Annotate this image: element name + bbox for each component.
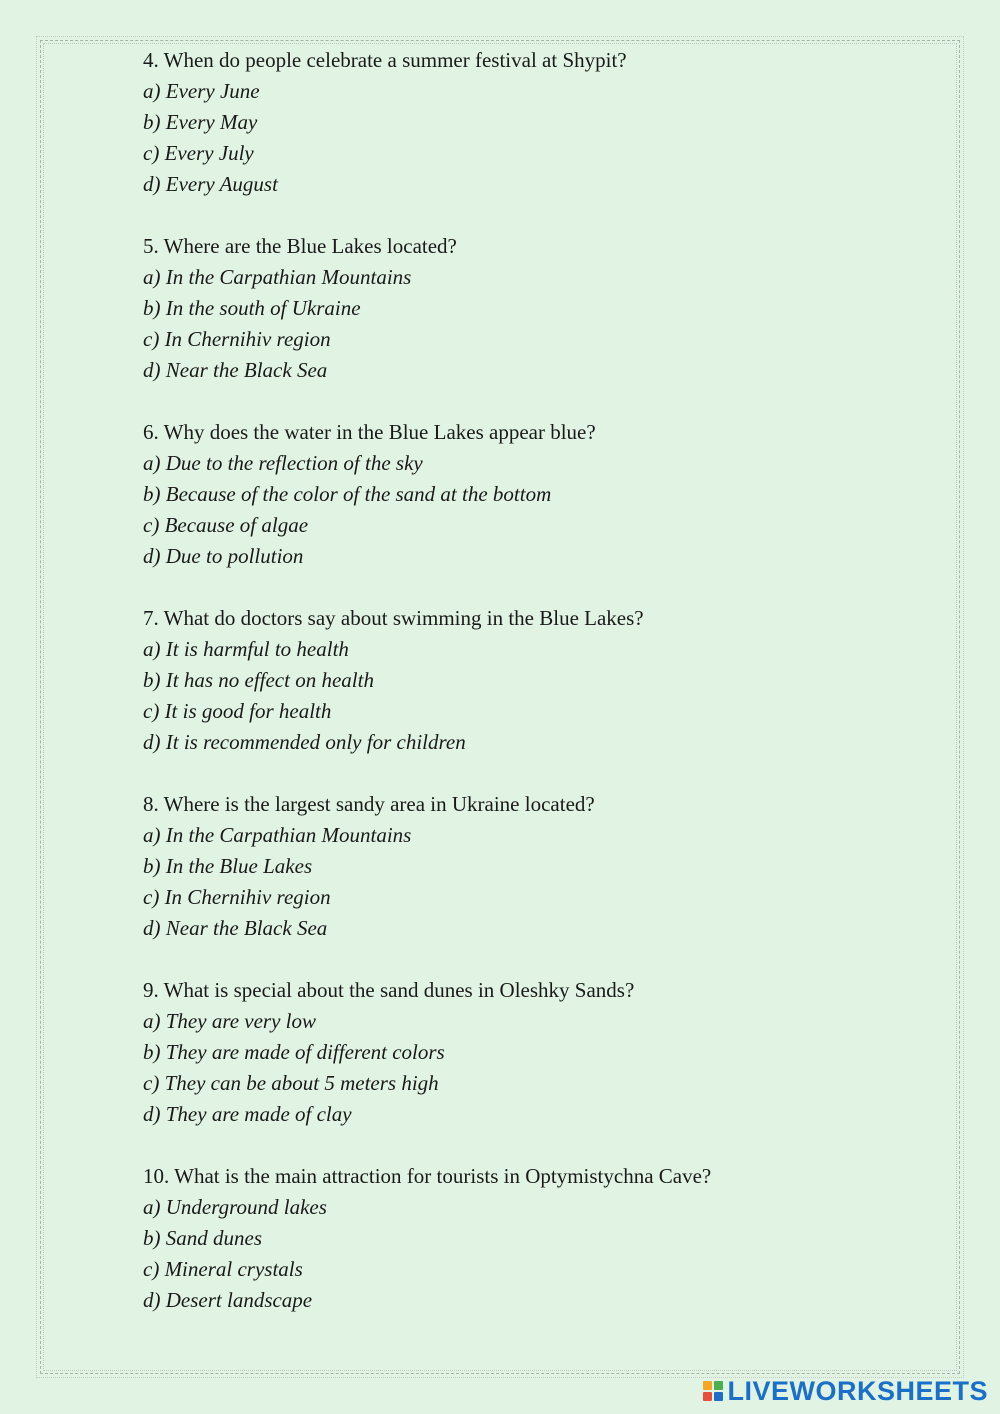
answer-option-a: a) It is harmful to health [143, 637, 349, 661]
question-text: 6. Why does the water in the Blue Lakes appear blue? [143, 420, 596, 444]
question-text: 8. Where is the largest sandy area in Ukraine located? [143, 792, 595, 816]
question-7 [143, 603, 943, 758]
answer-option-b: b) Sand dunes [143, 1226, 262, 1250]
question-6 [143, 417, 943, 572]
liveworksheets-logo-icon [703, 1381, 723, 1401]
logo-square [714, 1392, 723, 1401]
question-5 [143, 231, 943, 386]
brand-name: LIVEWORKSHEETS [727, 1376, 988, 1406]
answer-option-d: d) It is recommended only for children [143, 730, 466, 754]
question-text: 5. Where are the Blue Lakes located? [143, 234, 457, 258]
answer-option-a: a) In the Carpathian Mountains [143, 265, 412, 289]
answer-option-b: b) In the Blue Lakes [143, 854, 313, 878]
answer-option-b: b) Every May [143, 110, 258, 134]
answer-option-d: d) They are made of clay [143, 1102, 352, 1126]
answer-option-a: a) Underground lakes [143, 1195, 327, 1219]
logo-square [703, 1392, 712, 1401]
answer-option-c: c) Mineral crystals [143, 1257, 303, 1281]
answer-option-c: c) Because of algae [143, 513, 309, 537]
question-text: 4. When do people celebrate a summer festival at Shypit? [143, 48, 627, 72]
answer-option-b: b) They are made of different colors [143, 1040, 445, 1064]
answer-option-d: d) Due to pollution [143, 544, 304, 568]
answer-option-a: a) They are very low [143, 1009, 317, 1033]
logo-square [714, 1381, 723, 1390]
question-10 [143, 1161, 943, 1316]
answer-option-b: b) It has no effect on health [143, 668, 374, 692]
logo-square [703, 1381, 712, 1390]
question-4 [143, 45, 943, 200]
answer-option-c: c) In Chernihiv region [143, 327, 331, 351]
answer-option-a: a) In the Carpathian Mountains [143, 823, 412, 847]
question-9 [143, 975, 943, 1130]
question-text: 9. What is special about the sand dunes in Oleshky Sands? [143, 978, 635, 1002]
answer-option-d: d) Near the Black Sea [143, 916, 328, 940]
answer-option-c: c) They can be about 5 meters high [143, 1071, 439, 1095]
question-text: 10. What is the main attraction for tourists in Optymistychna Cave? [143, 1164, 712, 1188]
answer-option-b: b) Because of the color of the sand at the bottom [143, 482, 552, 506]
answer-option-c: c) Every July [143, 141, 254, 165]
answer-option-d: d) Near the Black Sea [143, 358, 328, 382]
question-8 [143, 789, 943, 944]
answer-option-a: a) Due to the reflection of the sky [143, 451, 423, 475]
answer-option-d: d) Desert landscape [143, 1288, 313, 1312]
answer-option-c: c) It is good for health [143, 699, 332, 723]
answer-option-c: c) In Chernihiv region [143, 885, 331, 909]
question-list [143, 45, 943, 1347]
liveworksheets-brand [703, 1376, 988, 1406]
answer-option-a: a) Every June [143, 79, 260, 103]
question-text: 7. What do doctors say about swimming in the Blue Lakes? [143, 606, 644, 630]
answer-option-b: b) In the south of Ukraine [143, 296, 361, 320]
answer-option-d: d) Every August [143, 172, 278, 196]
